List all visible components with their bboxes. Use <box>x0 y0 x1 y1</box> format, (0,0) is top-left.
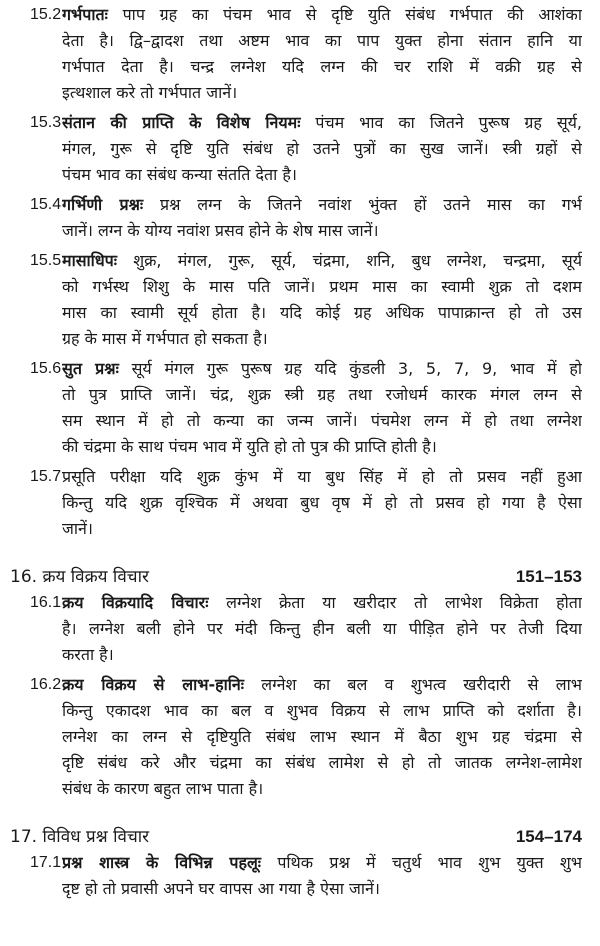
text-line <box>62 672 582 698</box>
line-text: पंचम भाव का जितने पुरूष ग्रह सूर्य, <box>315 113 582 132</box>
item-number: 15.4 <box>30 196 62 213</box>
line-text: प्रसूति परीक्षा यदि शुक्र कुंभ में या बुध सिंह में हो तो प्रसव नहीं हुआ <box>62 467 582 486</box>
line-text: संबंध के कारण बहुत लाभ पाता है। <box>62 779 264 798</box>
line-text: पथिक प्रश्न में चतुर्थ भाव शुभ युक्त शुभ <box>277 853 582 872</box>
text-line <box>62 642 582 668</box>
item-number: 15.6 <box>30 360 62 377</box>
text-line <box>62 300 582 326</box>
line-text: देता है। द्वि–द्वादश तथा अष्टम भाव का पाप युक्त होना संतान हानि या <box>62 31 582 50</box>
line-text: की चंद्रमा के साथ पंचम भाव में युति हो तो पुत्र की प्राप्ति होती है। <box>62 437 437 456</box>
section-heading <box>10 824 582 850</box>
text-line <box>62 218 582 244</box>
text-line <box>62 136 582 162</box>
text-line <box>62 408 582 434</box>
line-text: सम स्थान में हो तो कन्या का जन्म जानें। पंचमेश लग्न में हो तथा लग्नेश <box>62 411 582 430</box>
item-title: सुत प्रश्नः <box>62 359 119 378</box>
section-title: 17. विविध प्रश्न विचार <box>10 827 150 847</box>
item-title: मासाधिपः <box>62 251 117 270</box>
item-body <box>62 110 582 188</box>
line-text: तो पुत्र प्राप्ति जानें। चंद्र, शुक्र स्त्री ग्रह तथा रजोधर्म कारक मंगल लग्न से <box>62 385 582 404</box>
text-line <box>62 616 582 642</box>
line-text: मंगल, गुरू से दृष्टि युति संबंध हो उतने पुत्रों का सुख जानें। स्त्री ग्रहों से <box>62 139 582 158</box>
text-line <box>62 2 582 28</box>
line-text: है। लग्नेश बली होने पर मंदी किन्तु हीन बली या पीड़ित होने पर तेजी दिया <box>62 619 582 638</box>
line-text: करता है। <box>62 645 114 664</box>
text-line <box>62 724 582 750</box>
line-text: किन्तु एकादश भाव का बल व शुभव विक्रय से लाभ प्राप्ति को दर्शाता है। <box>62 701 582 720</box>
line-text: जानें। लग्न के योग्य नवांश प्रसव होने के शेष मास जानें। <box>62 221 379 240</box>
text-line <box>62 110 582 136</box>
list-item <box>10 2 582 106</box>
section-page-range: 151–153 <box>515 567 582 586</box>
item-body <box>62 248 582 352</box>
item-number: 16.2 <box>30 676 62 693</box>
line-text: पाप ग्रह का पंचम भाव से दृष्टि युति संबंध गर्भपात की आशंका <box>122 5 582 24</box>
list-item <box>10 356 582 460</box>
text-line <box>62 750 582 776</box>
line-text: पंचम भाव का संबंध कन्या संतति देता है। <box>62 165 297 184</box>
item-body <box>62 192 582 244</box>
line-text: मास का स्वामी सूर्य होता है। यदि कोई ग्रह अधिक पापाक्रान्त हो तो उस <box>62 303 582 322</box>
text-line <box>62 850 582 876</box>
text-line <box>62 248 582 274</box>
line-text: दृष्टि संबंध करे और चंद्रमा का संबंध लामेश से हो तो जातक लग्नेश-लामेश <box>62 753 582 772</box>
item-body <box>62 850 582 902</box>
text-line <box>62 776 582 802</box>
text-line <box>62 80 582 106</box>
line-text: शुक्र, मंगल, गुरू, सूर्य, चंद्रमा, शनि, बुध लग्नेश, चन्द्रमा, सूर्य <box>133 251 582 270</box>
list-item <box>10 110 582 188</box>
section-title: 16. क्रय विक्रय विचार <box>10 567 149 587</box>
line-text: को गर्भस्थ शिशु के मास पति जानें। प्रथम मास का स्वामी शुक्र तो दशम <box>62 277 582 296</box>
text-line <box>62 326 582 352</box>
item-title: क्रय विक्रयादि विचारः <box>62 593 209 612</box>
item-number: 15.5 <box>30 252 62 269</box>
line-text: इत्थशाल करे तो गर्भपात जानें। <box>62 83 238 102</box>
text-line <box>62 274 582 300</box>
text-line <box>62 356 582 382</box>
line-text: लग्नेश का बल व शुभत्व खरीदारी से लाभ <box>261 675 582 694</box>
text-line <box>62 192 582 218</box>
line-text: लग्नेश का लग्न से दृष्टियुति संबंध लाभ स्थान में बैठा शुभ ग्रह चंद्रमा से <box>62 727 582 746</box>
list-item <box>10 192 582 244</box>
item-title: गर्भिणी प्रश्नः <box>62 195 144 214</box>
item-title: क्रय विक्रय से लाभ-हानिः <box>62 675 245 694</box>
item-number: 17.1 <box>30 854 62 871</box>
text-line <box>62 434 582 460</box>
line-text: लग्नेश क्रेता या खरीदार तो लाभेश विक्रेता होता <box>226 593 582 612</box>
line-text: सूर्य मंगल गुरू पुरूष ग्रह यदि कुंडली 3, 5, 7, 9, भाव में हो <box>131 359 582 378</box>
item-body <box>62 672 582 802</box>
item-number: 15.2 <box>30 6 62 23</box>
list-item <box>10 672 582 802</box>
text-line <box>62 464 582 490</box>
text-line <box>62 876 582 902</box>
text-line <box>62 382 582 408</box>
list-item <box>10 464 582 542</box>
section-heading <box>10 564 582 590</box>
item-number: 15.3 <box>30 114 62 131</box>
item-title: संतान की प्राप्ति के विशेष नियमः <box>62 113 301 132</box>
text-line <box>62 28 582 54</box>
text-line <box>62 698 582 724</box>
item-title: प्रश्न शास्त्र के विभिन्न पहलूः <box>62 853 262 872</box>
line-text: किन्तु यदि शुक्र वृश्चिक में अथवा बुध वृष में हो तो प्रसव हो गया है ऐसा <box>62 493 582 512</box>
line-text: ग्रह के मास में गर्भपात हो सकता है। <box>62 329 268 348</box>
text-line <box>62 590 582 616</box>
text-line <box>62 490 582 516</box>
item-title: गर्भपातः <box>62 5 108 24</box>
item-body <box>62 2 582 106</box>
item-number: 16.1 <box>30 594 62 611</box>
item-body <box>62 464 582 542</box>
item-body <box>62 356 582 460</box>
text-line <box>62 516 582 542</box>
list-item <box>10 590 582 668</box>
text-line <box>62 162 582 188</box>
item-number: 15.7 <box>30 468 62 485</box>
section-page-range: 154–174 <box>515 827 582 846</box>
line-text: जानें। <box>62 519 93 538</box>
text-line <box>62 54 582 80</box>
item-body <box>62 590 582 668</box>
line-text: गर्भपात देता है। चन्द्र लग्नेश यदि लग्न की चर राशि में वक्री ग्रह से <box>62 57 582 76</box>
line-text: दृष्ट हो तो प्रवासी अपने घर वापस आ गया है ऐसा जानें। <box>62 879 380 898</box>
list-item <box>10 850 582 902</box>
list-item <box>10 248 582 352</box>
line-text: प्रश्न लग्न के जितने नवांश भुंक्त हों उतने मास का गर्भ <box>160 195 582 214</box>
